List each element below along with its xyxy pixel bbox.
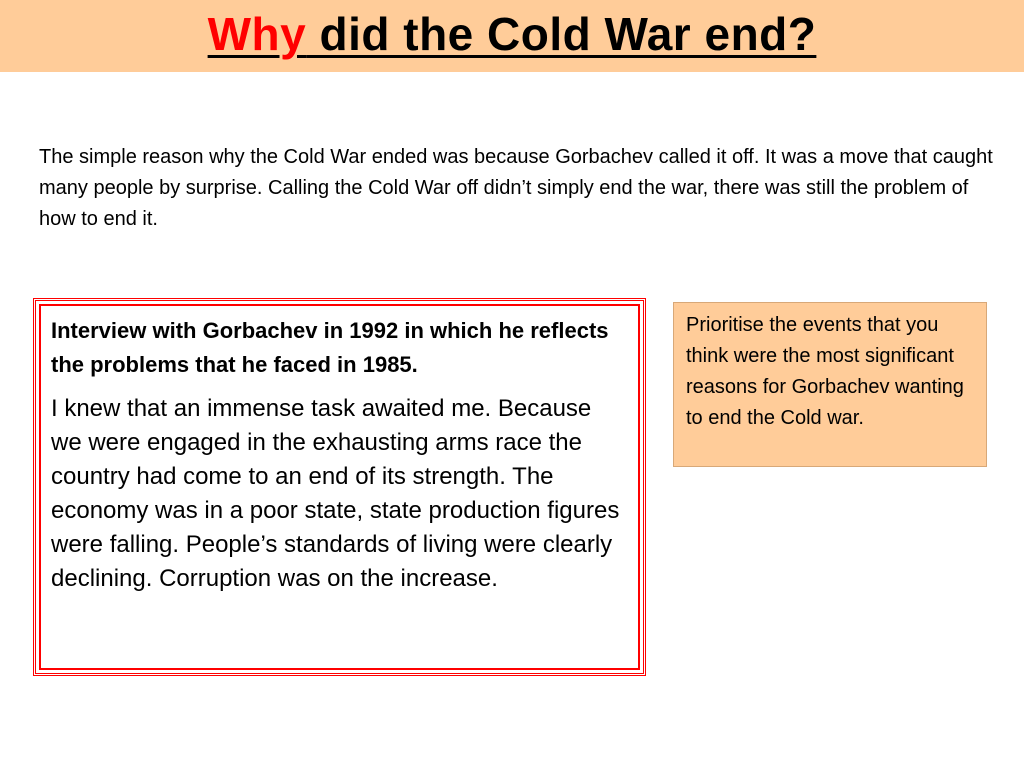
title-accent-word: Why bbox=[207, 8, 307, 60]
interview-box-inner bbox=[39, 304, 640, 670]
interview-box bbox=[33, 298, 646, 676]
intro-paragraph: The simple reason why the Cold War ended was because Gorbachev called it off. It was a move that caught many people by surprise. Calling the Cold War off didn’t simply end the war, there was still the problem of how to end it. bbox=[39, 146, 993, 230]
interview-heading: Interview with Gorbachev in 1992 in which he reflects the problems that he faced in 1985. bbox=[51, 318, 609, 377]
title-rest: did the Cold War end? bbox=[306, 8, 817, 60]
task-text: Prioritise the events that you think were the most significant reasons for Gorbachev wanting to end the Cold war. bbox=[686, 314, 964, 429]
task-box bbox=[673, 302, 987, 467]
page-title bbox=[0, 0, 1024, 62]
title-bar bbox=[0, 0, 1024, 72]
interview-quote: I knew that an immense task awaited me. Because we were engaged in the exhausting arms race the country had come to an end of its strength. The economy was in a poor state, state production figures were falling. People’s standards of living were clearly declining. Corruption was on the increase. bbox=[51, 395, 620, 592]
